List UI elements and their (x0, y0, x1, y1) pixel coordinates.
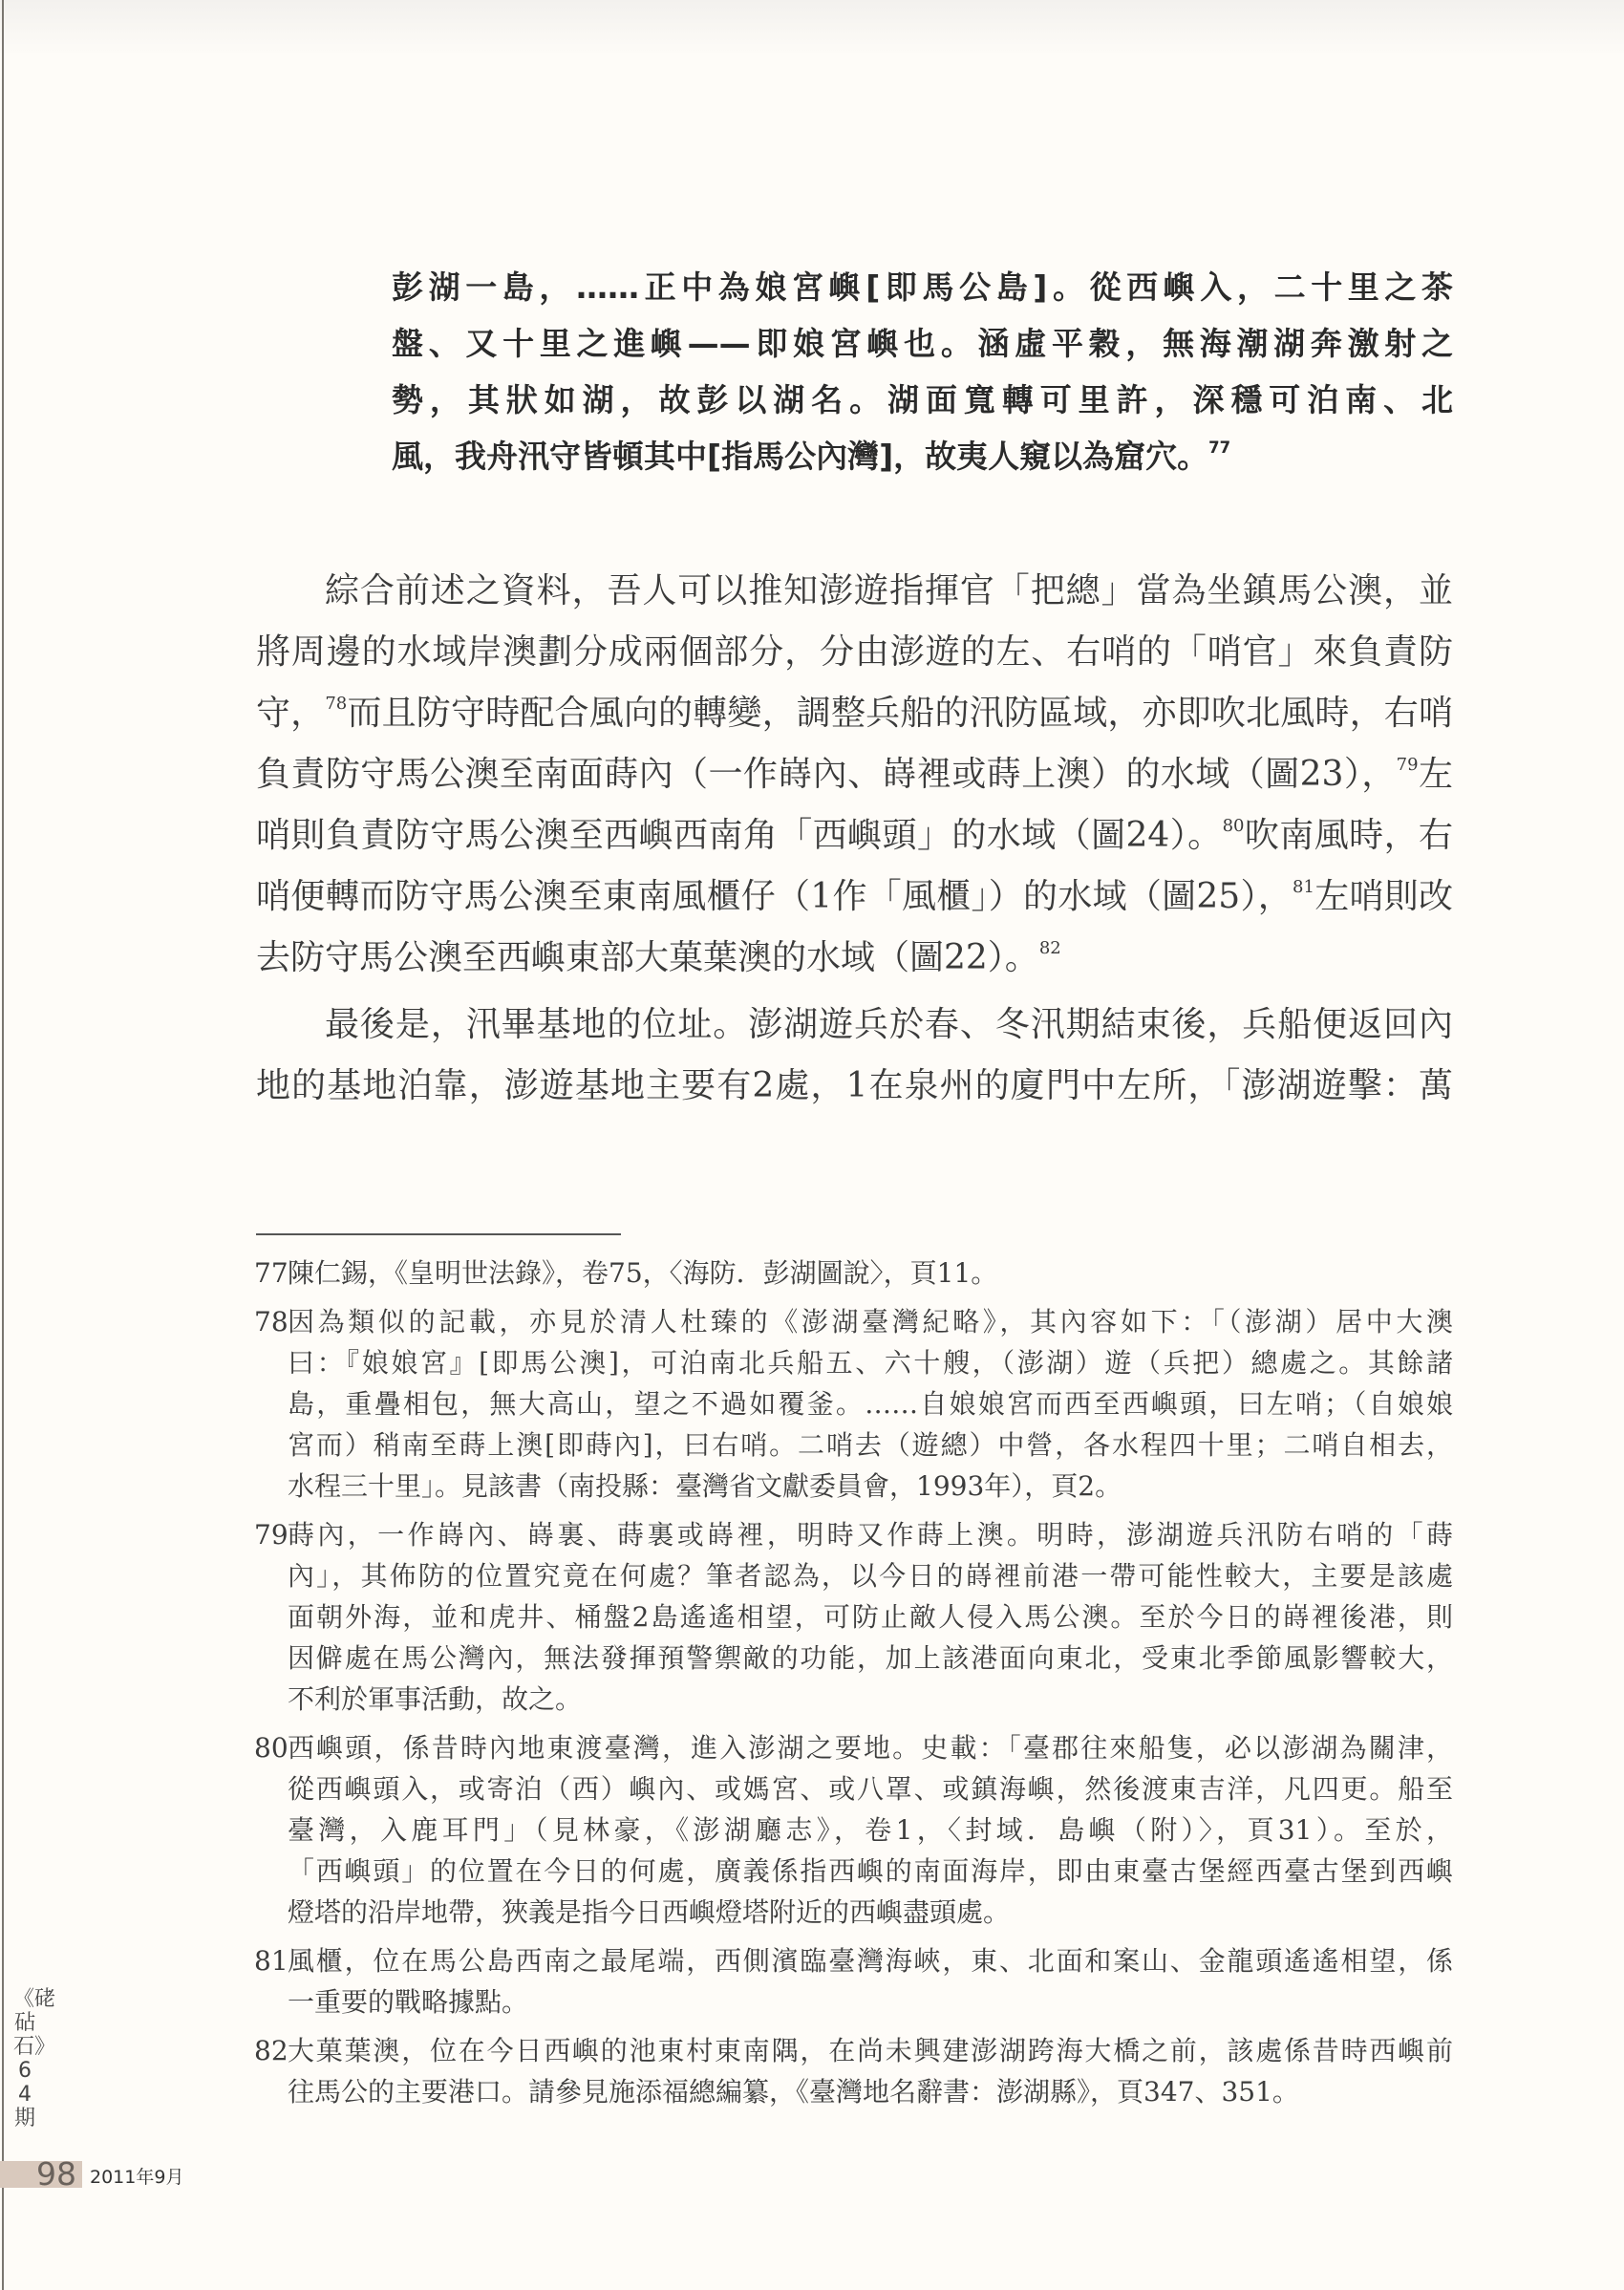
page-edge-rule (2, 0, 4, 2290)
footnote-line: 從西嶼頭入，或寄泊（西）嶼內、或媽宮、或八罩、或鎮海嶼，然後渡東吉洋，凡四更。船至 (288, 1773, 1453, 1805)
footnote-number: 77 (254, 1257, 288, 1289)
text-run: 綜合前述之資料，吾人可以推知澎遊指揮官「把總」當為坐鎮馬公澳，並 (325, 571, 1453, 610)
body-line (256, 867, 1453, 928)
footnote-line: 面朝外海，並和虎井、桶盤2島遙遙相望，可防止敵人侵入馬公澳。至於今日的嵵裡後港，則 (288, 1601, 1453, 1633)
footnote-line: 因僻處在馬公灣內，無法發揮預警禦敵的功能，加上該港面向東北，受東北季節風影響較大， (288, 1642, 1453, 1674)
text-run: 哨便轉而防守馬公澳至東南風櫃仔（1作「風櫃」）的水域（圖25）， (256, 877, 1293, 916)
scan-shading (0, 0, 1624, 53)
text-run: 彭湖一島，……正中為娘宮嶼[即馬公島]。從西嶼入，二十里之茶 (392, 268, 1453, 306)
footnote-line: 因為類似的記載，亦見於清人杜臻的《澎湖臺灣紀略》，其內容如下：「（澎湖）居中大澳 (288, 1306, 1453, 1338)
footnote-line: 燈塔的沿岸地帶，狹義是指今日西嶼燈塔附近的西嶼盡頭處。 (288, 1896, 1011, 1928)
footnote-number: 82 (254, 2035, 288, 2066)
text-run: 將周邊的水域岸澳劃分成兩個部分，分由澎遊的左、右哨的「哨官」來負責防 (256, 632, 1453, 672)
footnote-line: 蒔內，一作嵵內、嵵裏、蒔裏或嵵裡，明時又作蒔上澳。明時，澎湖遊兵汛防右哨的「蒔 (288, 1519, 1453, 1551)
footnote-line: 大菓葉澳，位在今日西嶼的池東村東南隅，在尚未興建澎湖跨海大橋之前，該處係昔時西嶼前 (288, 2035, 1453, 2066)
footnote-ref: 80 (1222, 815, 1245, 836)
footnote-79 (256, 1514, 1453, 1720)
text-run: 最後是，汛畢基地的位址。澎湖遊兵於春、冬汛期結束後，兵船便返回內 (325, 1005, 1453, 1044)
quote-line (392, 259, 1453, 315)
footnote-line: 內」，其佈防的位置究竟在何處？筆者認為，以今日的嵵裡前港一帶可能性較大，主要是該處 (288, 1560, 1453, 1592)
footnotes (256, 1252, 1453, 2120)
body-text (256, 561, 1453, 1117)
body-line (256, 805, 1453, 867)
footnote-line: 水程三十里」。見該書（南投縣：臺灣省文獻委員會，1993年），頁2。 (288, 1470, 1122, 1502)
body-line (256, 995, 1453, 1056)
footnote-number: 78 (254, 1306, 288, 1338)
footnote-line: 臺灣，入鹿耳門」（見林豪，《澎湖廳志》，卷1，〈封域．島嶼（附）〉，頁31）。至於， (288, 1814, 1453, 1846)
text-run: 而且防守時配合風向的轉變，調整兵船的汛防區域，亦即吹北風時，右哨 (347, 694, 1453, 733)
footnote-line: 宮而）稍南至蒔上澳[即蒔內]，曰右哨。二哨去（遊總）中營，各水程四十里；二哨自相去， (288, 1429, 1453, 1461)
text-run: 盤、又十里之進嶼——即娘宮嶼也。涵虛平穀，無海潮湖奔激射之 (392, 325, 1453, 362)
text-run: 吹南風時，右 (1244, 816, 1453, 855)
quote-line (392, 315, 1453, 372)
paragraph (256, 561, 1453, 989)
footnote-number: 81 (254, 1945, 288, 1977)
footnote-ref: 81 (1293, 876, 1314, 897)
text-run: 哨則負責防守馬公澳至西嶼西南角「西嶼頭」的水域（圖24）。 (256, 816, 1223, 855)
text-run: 左哨則改 (1314, 877, 1453, 916)
footnote-ref: 78 (325, 693, 348, 714)
page-number: 98 (36, 2155, 76, 2193)
text-run: 地的基地泊靠，澎遊基地主要有2處，1在泉州的廈門中左所，「澎湖遊擊：萬 (256, 1066, 1453, 1105)
quote-line (392, 428, 1453, 484)
text-run: 勢，其狀如湖，故彭以湖名。湖面寬轉可里許，深穩可泊南、北 (392, 381, 1453, 418)
journal-title-vertical: 《硓砧石》64期 (13, 1987, 56, 2130)
footnote-82 (256, 2030, 1453, 2112)
body-line (256, 622, 1453, 683)
body-line (256, 1056, 1453, 1117)
text-run: 去防守馬公澳至西嶼東部大菓葉澳的水域（圖22）。 (256, 938, 1039, 977)
footnote-line: 「西嶼頭」的位置在今日的何處，廣義係指西嶼的南面海岸，即由東臺古堡經西臺古堡到西嶼 (288, 1855, 1453, 1887)
body-line (256, 683, 1453, 744)
footnote-separator (256, 1233, 621, 1235)
footnote-81 (256, 1940, 1453, 2022)
footnote-78 (256, 1301, 1453, 1507)
footnote-number: 80 (254, 1732, 288, 1764)
body-line (256, 744, 1453, 805)
issue-date: 2011年9月 (90, 2167, 184, 2188)
body-line (256, 561, 1453, 622)
text-run: 負責防守馬公澳至南面蒔內（一作嵵內、嵵裡或蒔上澳）的水域（圖23）， (256, 755, 1397, 794)
paragraph (256, 995, 1453, 1117)
footnote-77 (256, 1252, 1453, 1294)
body-line (256, 928, 1453, 989)
footnote-line: 島，重疊相包，無大高山，望之不過如覆釜。……自娘娘宮而西至西嶼頭，曰左哨；（自娘娘 (288, 1388, 1453, 1420)
text-run: 守， (256, 694, 326, 733)
block-quote (392, 259, 1453, 484)
footnote-ref: 77 (1208, 439, 1231, 458)
text-run: 風，我舟汛守皆頓其中[指馬公內灣]，故夷人窺以為窟穴。 (392, 438, 1209, 475)
footnote-line: 往馬公的主要港口。請參見施添福總編纂，《臺灣地名辭書：澎湖縣》，頁347、351。 (288, 2076, 1299, 2108)
quote-line (392, 372, 1453, 428)
footnote-ref: 82 (1038, 937, 1061, 958)
footnote-line: 陳仁錫，《皇明世法錄》，卷75，〈海防．彭湖圖說〉，頁11。 (288, 1257, 998, 1289)
footnote-line: 風櫃，位在馬公島西南之最尾端，西側濱臨臺灣海峽，東、北面和案山、金龍頭遙遙相望，係 (288, 1945, 1453, 1977)
footnote-line: 一重要的戰略據點。 (288, 1986, 529, 2018)
page-number-box (0, 2155, 82, 2193)
footnote-number: 79 (254, 1519, 288, 1551)
footnote-line: 不利於軍事活動，故之。 (288, 1683, 583, 1715)
footnote-line: 曰：『娘娘宮』[即馬公澳]，可泊南北兵船五、六十艘，（澎湖）遊（兵把）總處之。其餘諸 (288, 1347, 1453, 1379)
text-run: 左 (1418, 755, 1453, 794)
footnote-ref: 79 (1396, 754, 1419, 775)
footnote-line: 西嶼頭，係昔時內地東渡臺灣，進入澎湖之要地。史載：「臺郡往來船隻，必以澎湖為關津， (288, 1732, 1453, 1764)
footnote-80 (256, 1727, 1453, 1933)
